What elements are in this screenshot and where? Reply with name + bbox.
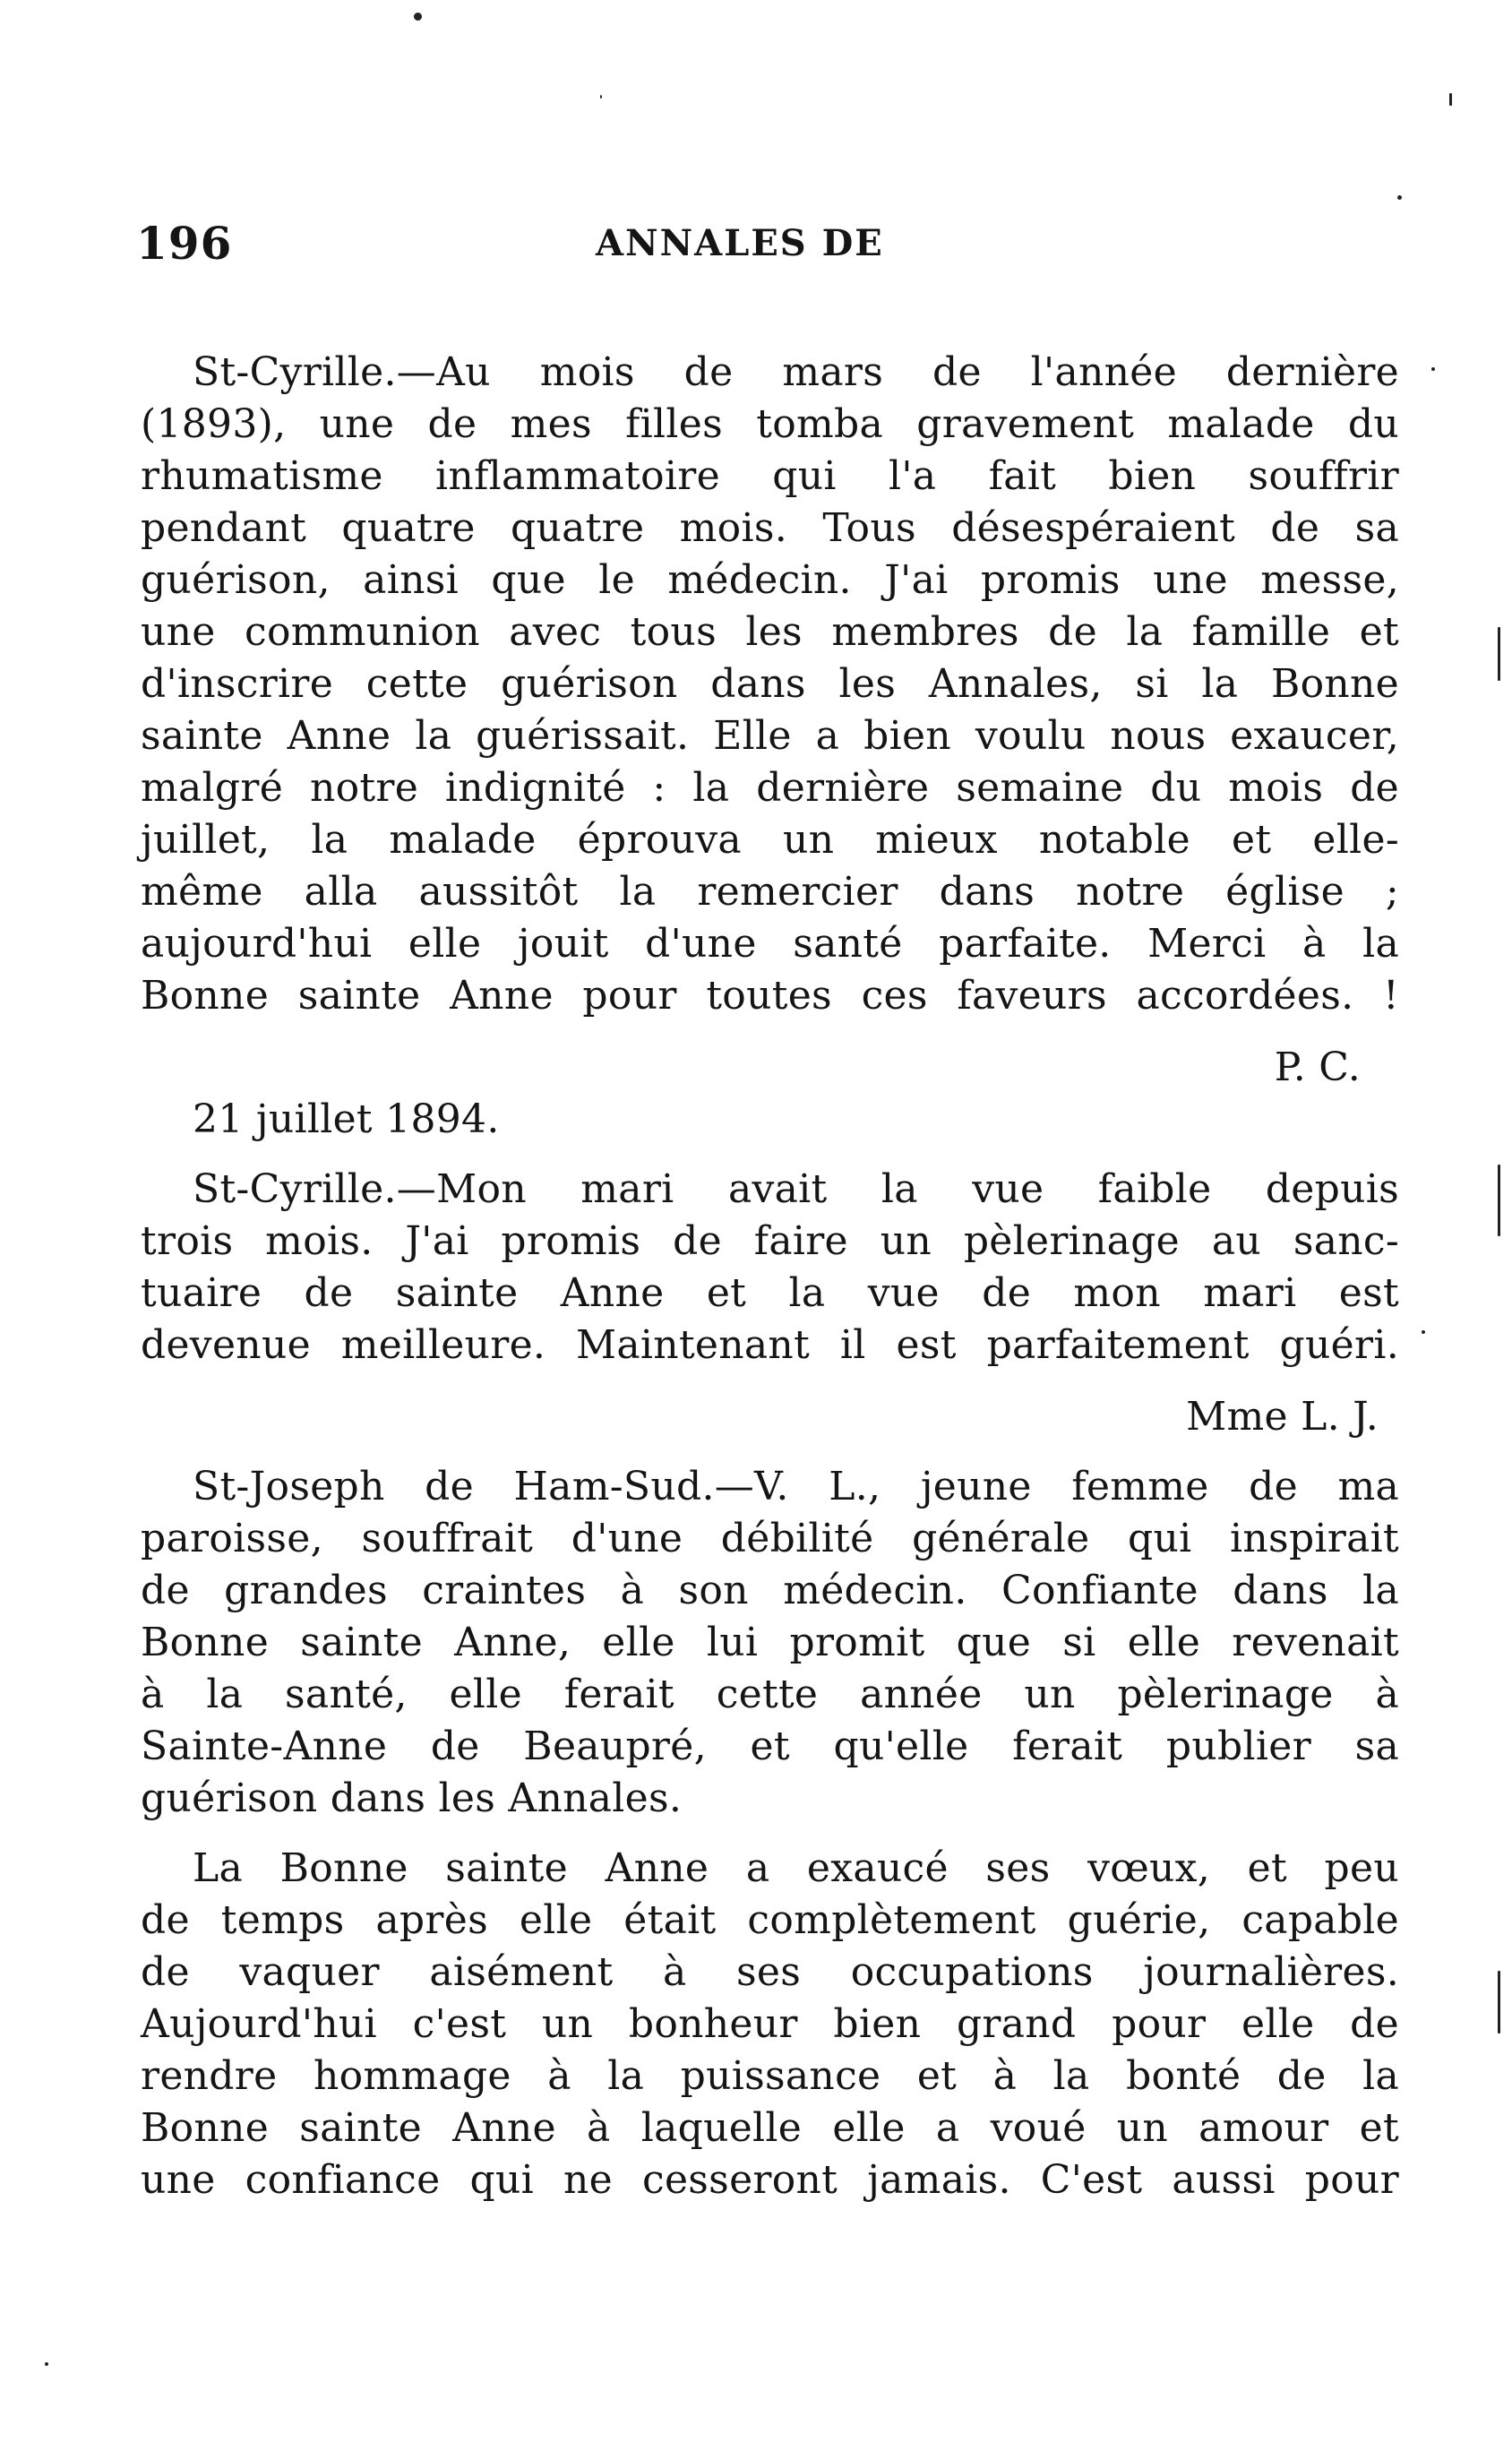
signature: P. C. bbox=[1274, 1045, 1361, 1090]
text-line: guérison dans les Annales. bbox=[141, 1775, 683, 1821]
text-line: paroisse, souffrait d'une débilité générale qui inspirait bbox=[141, 1516, 1399, 1561]
text-line: La Bonne sainte Anne a exaucé ses vœux, et peu bbox=[193, 1845, 1399, 1891]
text-line: de grandes craintes à son médecin. Confiante dans la bbox=[141, 1568, 1399, 1613]
ink-speck bbox=[414, 13, 422, 21]
text-line: pendant quatre quatre mois. Tous désespéraient de sa bbox=[141, 505, 1399, 551]
text-line: malgré notre indignité : la dernière semaine du mois de bbox=[141, 765, 1399, 811]
text-line: Sainte-Anne de Beaupré, et qu'elle ferait publier sa bbox=[141, 1724, 1399, 1769]
text-line: rhumatisme inflammatoire qui l'a fait bien souffrir bbox=[141, 453, 1399, 499]
text-line: rendre hommage à la puissance et à la bonté de la bbox=[141, 2053, 1399, 2099]
text-line: St-Joseph de Ham-Sud.—V. L., jeune femme de ma bbox=[193, 1464, 1399, 1509]
text-line: même alla aussitôt la remercier dans notre église ; bbox=[141, 869, 1399, 915]
text-line: à la santé, elle ferait cette année un pèlerinage à bbox=[141, 1672, 1399, 1717]
page-header bbox=[136, 217, 1390, 271]
text-line: Bonne sainte Anne à laquelle elle a voué un amour et bbox=[141, 2105, 1399, 2151]
text-line: St-Cyrille.—Au mois de mars de l'année dernière bbox=[193, 349, 1399, 395]
ink-speck bbox=[45, 2362, 48, 2366]
ink-speck bbox=[1449, 93, 1452, 106]
text-line: une communion avec tous les membres de la famille et bbox=[141, 609, 1399, 655]
ink-speck bbox=[1422, 1330, 1425, 1334]
ink-speck bbox=[1498, 1971, 1500, 2033]
text-line: (1893), une de mes filles tomba gravement malade du bbox=[141, 401, 1399, 447]
text-line: Bonne sainte Anne pour toutes ces faveurs accordées. ! bbox=[141, 973, 1399, 1019]
text-line: une confiance qui ne cesseront jamais. C'est aussi pour bbox=[141, 2157, 1399, 2203]
text-line: de vaquer aisément à ses occupations journalières. bbox=[141, 1949, 1399, 1995]
ink-speck bbox=[600, 95, 602, 99]
text-line: aujourd'hui elle jouit d'une santé parfaite. Merci à la bbox=[141, 921, 1399, 967]
text-line: sainte Anne la guérissait. Elle a bien voulu nous exaucer, bbox=[141, 713, 1399, 759]
ink-speck bbox=[1397, 195, 1402, 200]
text-line: Aujourd'hui c'est un bonheur bien grand pour elle de bbox=[141, 2001, 1399, 2047]
signature: Mme L. J. bbox=[1186, 1394, 1379, 1440]
ink-speck bbox=[1431, 367, 1435, 371]
ink-speck bbox=[1498, 1165, 1500, 1236]
running-head: ANNALES DE bbox=[596, 222, 884, 264]
text-line: trois mois. J'ai promis de faire un pèlerinage au sanc- bbox=[141, 1218, 1399, 1264]
text-line: devenue meilleure. Maintenant il est parfaitement guéri. bbox=[141, 1322, 1399, 1368]
text-line: Bonne sainte Anne, elle lui promit que si elle revenait bbox=[141, 1620, 1399, 1665]
ink-speck bbox=[1498, 627, 1500, 681]
text-line: de temps après elle était complètement guérie, capable bbox=[141, 1897, 1399, 1943]
date-line: 21 juillet 1894. bbox=[193, 1096, 500, 1142]
text-line: tuaire de sainte Anne et la vue de mon mari est bbox=[141, 1270, 1399, 1316]
text-line: St-Cyrille.—Mon mari avait la vue faible depuis bbox=[193, 1166, 1399, 1212]
text-line: d'inscrire cette guérison dans les Annales, si la Bonne bbox=[141, 661, 1399, 707]
text-line: guérison, ainsi que le médecin. J'ai promis une messe, bbox=[141, 557, 1399, 603]
text-line: juillet, la malade éprouva un mieux notable et elle- bbox=[141, 817, 1399, 863]
page-number: 196 bbox=[136, 217, 233, 270]
